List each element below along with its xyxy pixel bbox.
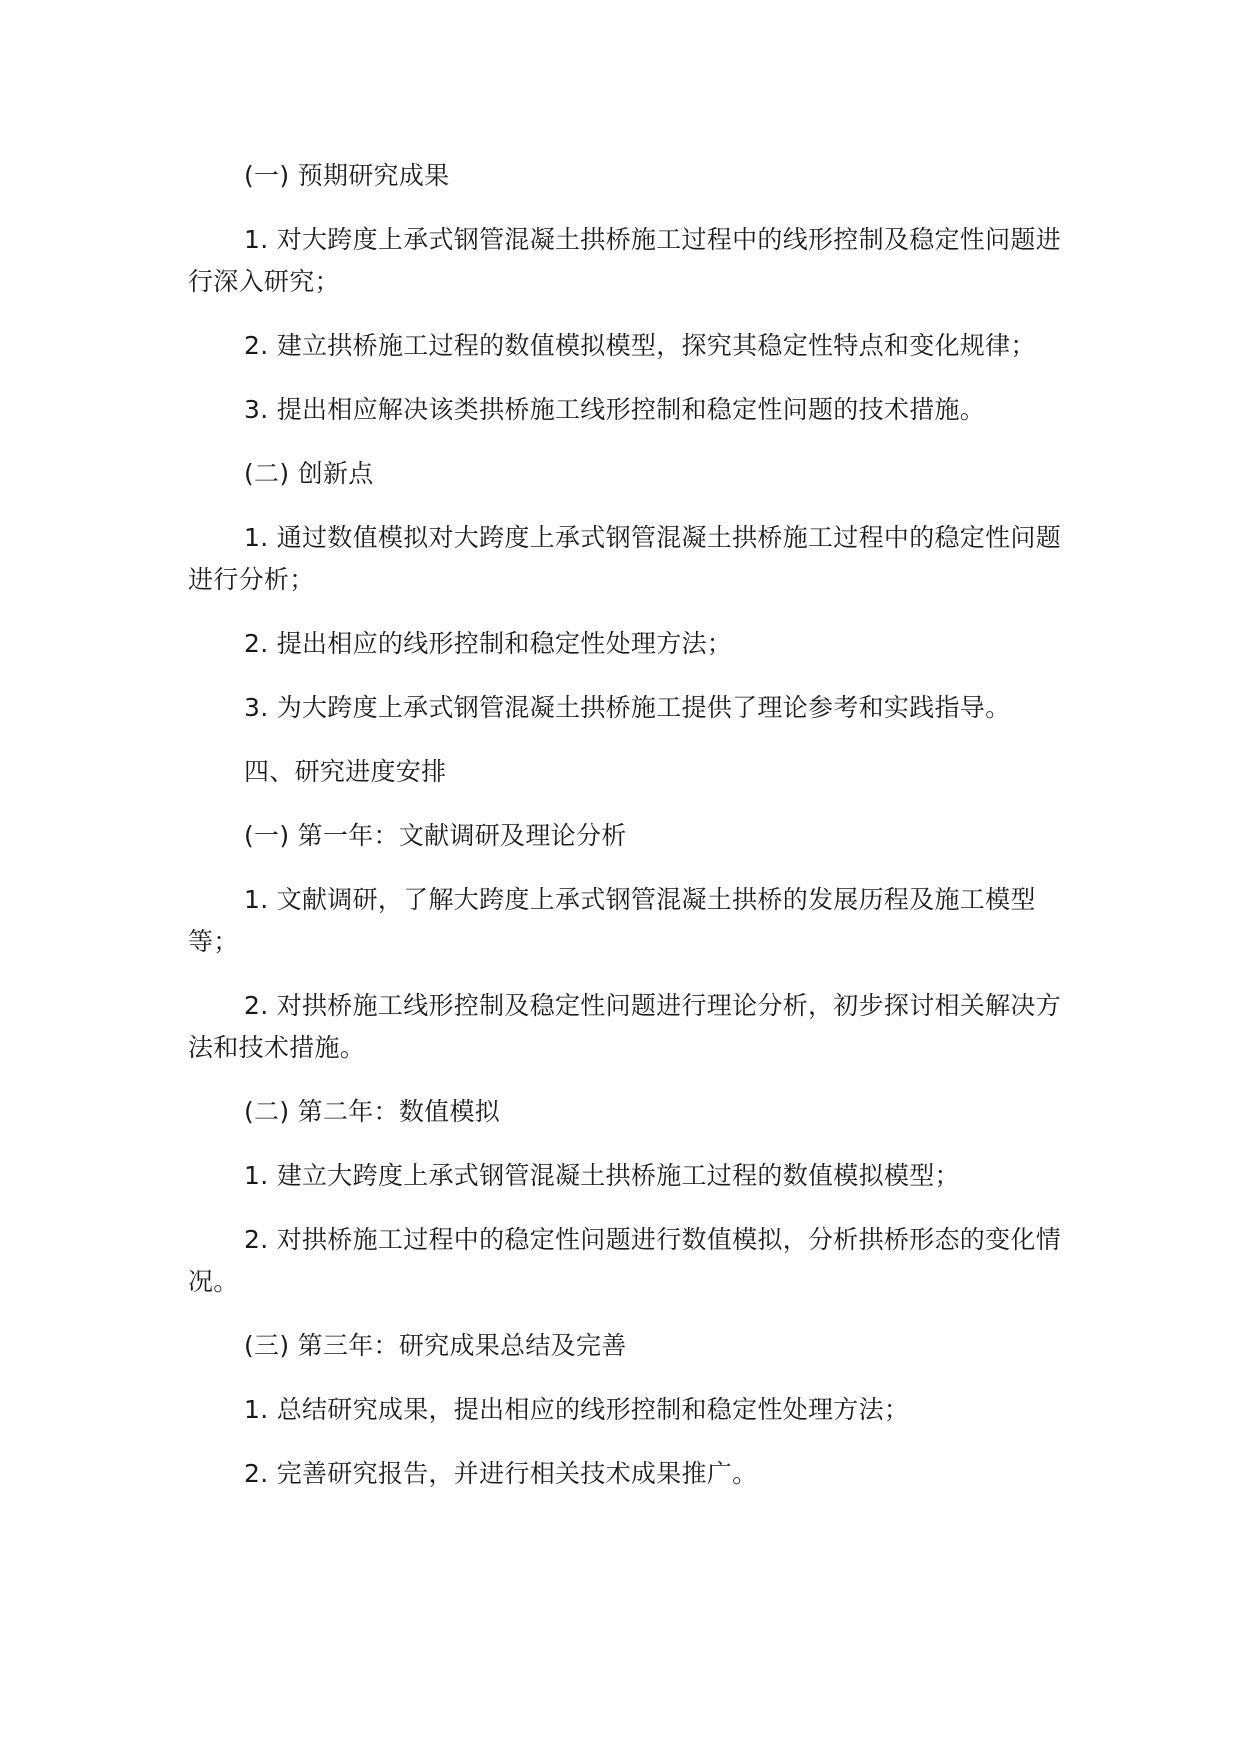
schedule-year-3-item-2: 2. 完善研究报告，并进行相关技术成果推广。 xyxy=(244,1459,758,1488)
schedule-year-3-heading: (三) 第三年：研究成果总结及完善 xyxy=(244,1331,627,1360)
schedule-year-1-item-2: 2. 对拱桥施工线形控制及稳定性问题进行理论分析，初步探讨相关解决方法和技术措施。 xyxy=(188,991,1062,1062)
innovation-item-2: 2. 提出相应的线形控制和稳定性处理方法； xyxy=(244,629,733,658)
section-heading-expected-results: (一) 预期研究成果 xyxy=(244,161,450,190)
innovation-item-3: 3. 为大跨度上承式钢管混凝土拱桥施工提供了理论参考和实践指导。 xyxy=(244,693,1011,722)
section-heading-innovation: (二) 创新点 xyxy=(244,459,374,488)
document-body xyxy=(188,155,1064,1517)
expected-result-item-1: 1. 对大跨度上承式钢管混凝土拱桥施工过程中的线形控制及稳定性问题进行深入研究； xyxy=(188,225,1062,296)
schedule-year-1-item-1: 1. 文献调研，了解大跨度上承式钢管混凝土拱桥的发展历程及施工模型等； xyxy=(188,885,1036,956)
schedule-year-2-heading: (二) 第二年：数值模拟 xyxy=(244,1097,501,1126)
schedule-year-3-item-1: 1. 总结研究成果，提出相应的线形控制和稳定性处理方法； xyxy=(244,1395,910,1424)
expected-result-item-2: 2. 建立拱桥施工过程的数值模拟模型，探究其稳定性特点和变化规律； xyxy=(244,331,1036,360)
schedule-year-2-item-1: 1. 建立大跨度上承式钢管混凝土拱桥施工过程的数值模拟模型； xyxy=(244,1161,960,1190)
schedule-year-1-heading: (一) 第一年：文献调研及理论分析 xyxy=(244,821,627,850)
schedule-year-2-item-2: 2. 对拱桥施工过程中的稳定性问题进行数值模拟，分析拱桥形态的变化情况。 xyxy=(188,1225,1062,1296)
expected-result-item-3: 3. 提出相应解决该类拱桥施工线形控制和稳定性问题的技术措施。 xyxy=(244,395,986,424)
innovation-item-1: 1. 通过数值模拟对大跨度上承式钢管混凝土拱桥施工过程中的稳定性问题进行分析； xyxy=(188,523,1062,594)
section-heading-schedule: 四、研究进度安排 xyxy=(244,757,447,786)
